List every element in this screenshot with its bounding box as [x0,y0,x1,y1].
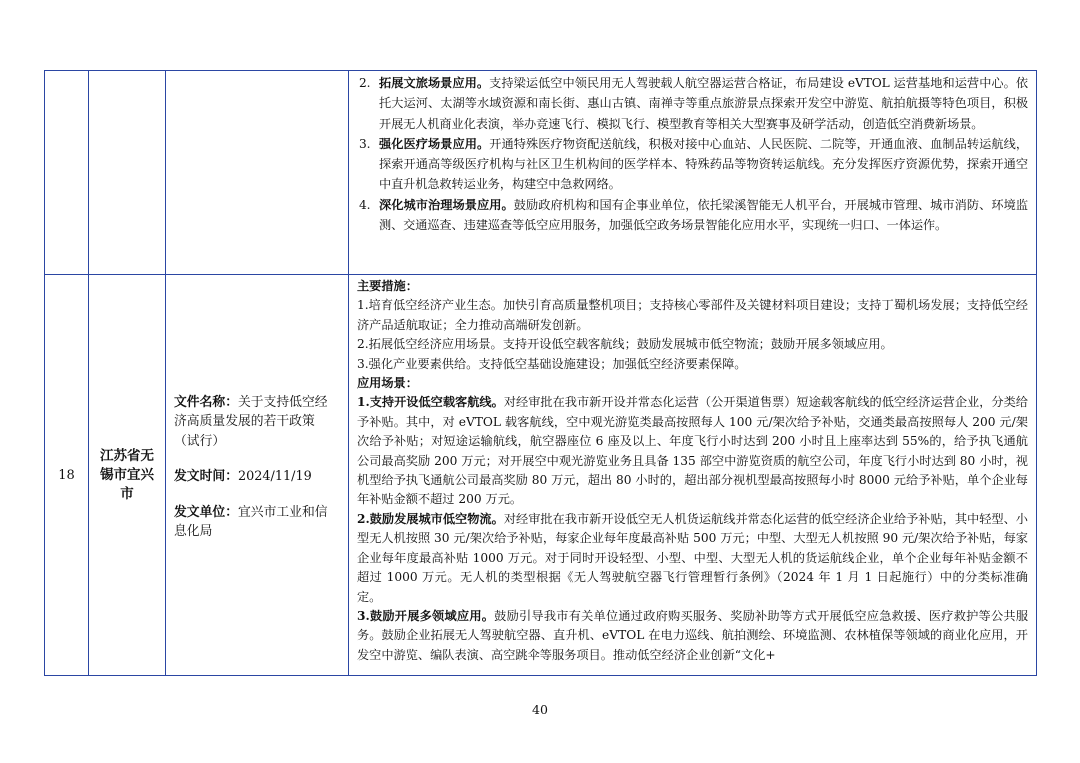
scenes-heading: 应用场景： [357,376,418,391]
scene-item [357,510,1028,607]
document-name-value: 关于支持低空经济高质量发展的若干政策（试行） [174,394,328,449]
scene-text: 对经审批在我市新开设低空无人机货运航线并常态化运营的低空经济企业给予补贴，其中轻型、小型无人机按照 30 元/架次给予补贴，每家企业每年度最高补贴 500 万元；中型、大型无人机按照 90 元/架次给予补贴，每家企业每年度最高补贴 1000 万元。对于同时开设轻型、小型、中型、大型无人机的货运航线企业，单个企业每年补贴金额不超过 1000 万元。无人机的类型根据《无人驾驶航空器飞行管理暂行条例》（2024 年 1 月 1 日起施行）中的分类标准确定。 [357,511,1028,604]
item-number: 4. [359,197,371,212]
measure-item: 2.拓展低空经济应用场景。支持开设低空载客航线；鼓励发展城市低空物流；鼓励开展多领域应用。 [357,337,893,352]
issue-date [174,467,340,487]
content-cell-continued [349,71,1037,275]
policy-table [44,70,1037,676]
scene-title: 2.鼓励发展城市低空物流。 [357,511,504,526]
item-title: 深化城市治理场景应用。 [379,197,514,212]
measure-item: 1.培育低空经济产业生态。加快引育高质量整机项目；支持核心零部件及关键材料项目建设；支持丁蜀机场发展；支持低空经济产品适航取证；全力推动高端研发创新。 [357,298,1028,332]
document-info-cell [166,275,349,676]
list-item [357,134,1028,195]
measures-heading: 主要措施： [357,279,418,293]
measure-item: 3.强化产业要素供给。支持低空基础设施建设；加强低空经济要素保障。 [357,356,747,371]
item-number: 3. [359,136,371,151]
no-cell-empty [45,71,89,275]
item-title: 强化医疗场景应用。 [379,136,490,151]
scene-text: 鼓励引导我市有关单位通过政府购买服务、奖励补助等方式开展低空应急救援、医疗救护等公共服务。鼓励企业拓展无人驾驶航空器、直升机、eVTOL 在电力巡线、航拍测绘、环境监测、农林植保等领域的商业化应用，开发空中游览、编队表演、高空跳伞等服务项目。推动低空经济企业创新“文化+ [357,608,1029,662]
document-name [174,393,340,452]
table-row-18 [45,275,1037,676]
scene-title: 1.支持开设低空载客航线。 [357,395,504,410]
issue-date-label: 发文时间： [174,469,238,484]
scene-title: 3.鼓励开展多领域应用。 [357,608,495,623]
item-text: 开通特殊医疗物资配送航线，积极对接中心血站、人民医院、二院等，开通血液、血制品转运航线，探索开通高等级医疗机构与社区卫生机构间的医学样本、特殊药品等物资转运航线。充分发挥医疗资源优势，探索开通空中直升机急救转运业务，构建空中急救网络。 [379,136,1028,192]
scene-item [357,393,1028,509]
table-row-continued [45,71,1037,275]
item-text: 鼓励政府机构和国有企事业单位，依托梁溪智能无人机平台，开展城市管理、城市消防、环境监测、交通巡查、违建巡查等低空应用服务，加强低空政务场景智能化应用水平，实现统一归口、一体运作。 [379,197,1028,233]
issue-date-value: 2024/11/19 [237,469,312,484]
list-item [357,195,1028,236]
doc-cell-empty [166,71,349,275]
policy-content-cell [349,275,1037,676]
item-text: 支持梁运低空中领民用无人驾驶载人航空器运营合格证，布局建设 eVTOL 运营基地和运营中心。依托大运河、太湖等水域资源和南长街、惠山古镇、南禅寺等重点旅游景点探索开发空中游览、航拍航摄等特色项目，积极开展无人机商业化表演，举办竞速飞行、模拟飞行、模型教育等相关大型赛事及研学活动，创造低空消费新场景。 [379,76,1028,131]
row-number: 18 [45,275,89,676]
region-cell-empty [89,71,166,275]
issuer [174,503,340,542]
region-name: 江苏省无锡市宜兴市 [89,275,166,676]
list-item [357,73,1028,134]
item-number: 2. [359,76,371,90]
issuer-value: 宜兴市工业和信息化局 [174,504,328,539]
scene-item [357,607,1028,665]
issuer-label: 发文单位： [174,504,238,520]
scene-text: 对经审批在我市新开设并常态化运营（公开渠道售票）短途载客航线的低空经济运营企业，分类给予补贴。其中，对 eVTOL 载客航线，空中观光游览类最高按照每人 100 元/架次给予补贴，交通类最高按照每人 200 元/架次给予补贴；对短途运输航线，航空器座位 6 座及以上、年度飞行小时达到 200 小时且上座率达到 55%的，给予执飞通航公司最高奖励 200 万元；对开展空中观光游览业务且具备 135 部空中游览资质的航空公司，年度飞行小时达到 80 小时，视机型给予执飞通航公司最高奖励 80 万元，超出 80 小时的，超出部分视机型最高按照每小时 8000 元给予补贴，单个企业每年补贴金额不超过 200 万元。 [357,395,1028,507]
page-number: 40 [532,702,548,717]
document-name-label: 文件名称： [174,394,238,410]
item-title: 拓展文旅场景应用。 [379,76,490,90]
